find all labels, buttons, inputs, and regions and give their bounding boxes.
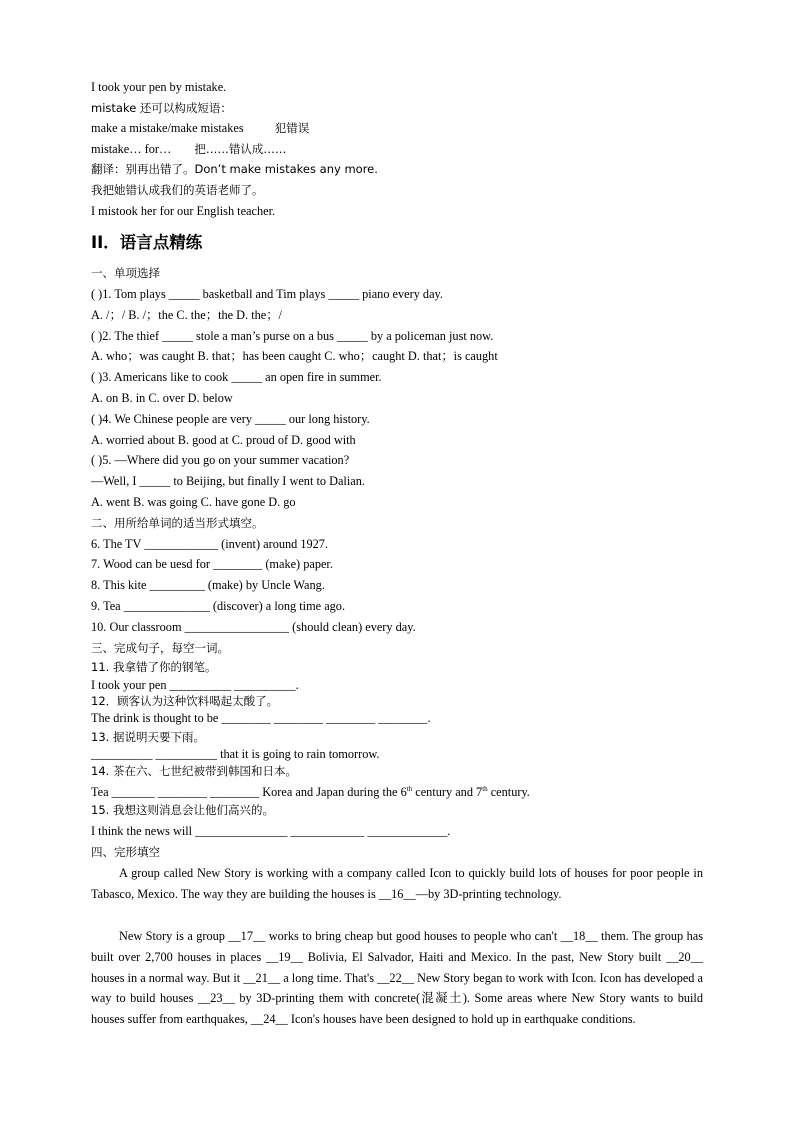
question-1: ( )1. Tom plays _____ basketball and Tim plays _____ piano every day. bbox=[91, 287, 443, 301]
question-9: 9. Tea ______________ (discover) a long time ago. bbox=[91, 599, 346, 613]
question-2: ( )2. The thief _____ stole a man’s purse on a bus _____ by a policeman just now. bbox=[91, 329, 494, 343]
options-3: A. on B. in C. over D. below bbox=[91, 391, 233, 405]
question-5: ( )5. —Where did you go on your summer vacation? bbox=[91, 453, 350, 467]
question-3: ( )3. Americans like to cook _____ an open fire in summer. bbox=[91, 370, 382, 384]
phrase-make-mistake bbox=[91, 120, 309, 136]
options-2: A. who；was caught B. that；has been caught C. who；caught D. that；is caught bbox=[91, 349, 498, 363]
question-14-en bbox=[91, 781, 530, 800]
question-15-en: I think the news will _______________ ____________ _____________. bbox=[91, 824, 451, 838]
phrase-cn: 把……错认成…… bbox=[194, 142, 287, 156]
question-10: 10. Our classroom _________________ (should clean) every day. bbox=[91, 620, 416, 634]
options-5: A. went B. was going C. have gone D. go bbox=[91, 495, 296, 509]
phrase-intro: mistake 还可以构成短语： bbox=[91, 101, 232, 115]
phrase-cn: 犯错误 bbox=[274, 121, 310, 135]
question-14-part: century and 7 bbox=[412, 785, 483, 800]
question-11-en: I took your pen __________ __________. bbox=[91, 678, 299, 692]
question-6: 6. The TV ____________ (invent) around 1927. bbox=[91, 537, 329, 551]
cloze-paragraph-1: A group called New Story is working with a company called Icon to quickly build lots of houses for poor people in Tabasco, Mexico. The way they are building the houses is __16__—by 3D-printing technology. bbox=[91, 866, 703, 901]
question-8: 8. This kite _________ (make) by Uncle Wang. bbox=[91, 578, 325, 592]
question-14-part: century. bbox=[487, 785, 530, 800]
question-12-cn: 12．顾客认为这种饮料喝起太酸了。 bbox=[91, 694, 279, 708]
part-heading: 二、用所给单词的适当形式填空。 bbox=[91, 516, 264, 530]
translation-en: I mistook her for our English teacher. bbox=[91, 204, 276, 218]
question-15-cn: 15. 我想这则消息会让他们高兴的。 bbox=[91, 803, 274, 817]
question-13-en: __________ __________ that it is going to rain tomorrow. bbox=[91, 747, 380, 761]
question-14-cn: 14. 茶在六、七世纪被带到韩国和日本。 bbox=[91, 764, 297, 778]
phrase-en: mistake… for… bbox=[91, 142, 172, 156]
ordinal-suffix: th bbox=[482, 785, 488, 793]
options-4: A. worried about B. good at C. proud of D. good with bbox=[91, 433, 356, 447]
phrase-mistake-for bbox=[91, 141, 286, 157]
question-5-reply: —Well, I _____ to Beijing, but finally I went to Dalian. bbox=[91, 474, 365, 488]
translation: 翻译：别再出错了。Don’t make mistakes any more. bbox=[91, 162, 378, 176]
translation-cn: 我把她错认成我们的英语老师了。 bbox=[91, 183, 264, 197]
ordinal-suffix: th bbox=[406, 785, 413, 793]
question-11-cn: 11. 我拿错了你的钢笔。 bbox=[91, 660, 217, 674]
part-heading: 一、单项选择 bbox=[91, 266, 160, 280]
question-4: ( )4. We Chinese people are very _____ our long history. bbox=[91, 412, 370, 426]
part-heading: 三、完成句子，每空一词。 bbox=[91, 641, 229, 655]
question-7: 7. Wood can be uesd for ________ (make) paper. bbox=[91, 557, 333, 571]
phrase-en: make a mistake/make mistakes bbox=[91, 121, 244, 135]
part-heading: 四、完形填空 bbox=[91, 845, 160, 859]
question-12-en: The drink is thought to be ________ ________ ________ ________. bbox=[91, 711, 431, 725]
section-title: II．语言点精练 bbox=[91, 233, 203, 252]
options-1: A. /；/ B. /；the C. the；the D. the；/ bbox=[91, 308, 282, 322]
question-13-cn: 13. 据说明天要下雨。 bbox=[91, 730, 205, 744]
cloze-paragraph-2: New Story is a group __17__ works to bring cheap but good houses to people who can't __18__ them. The group has built over 2,700 houses in places __19__ Bolivia, El Salvador, Haiti and Mexico. In the past, New Story built __20__ houses in a normal way. But it __21__ a long time. That's __22__ New Story began to work with Icon. Icon has developed a way to build houses __23__ by 3D-printing them with concrete(混凝土). Some areas where New Story wants to build houses suffer from earthquakes, __24__ Icon's houses have been designed to hold up in earthquake conditions. bbox=[91, 929, 703, 1027]
example-sentence: I took your pen by mistake. bbox=[91, 80, 227, 94]
question-14-part: Tea _______ ________ ________ Korea and Japan during the 6 bbox=[91, 785, 407, 800]
